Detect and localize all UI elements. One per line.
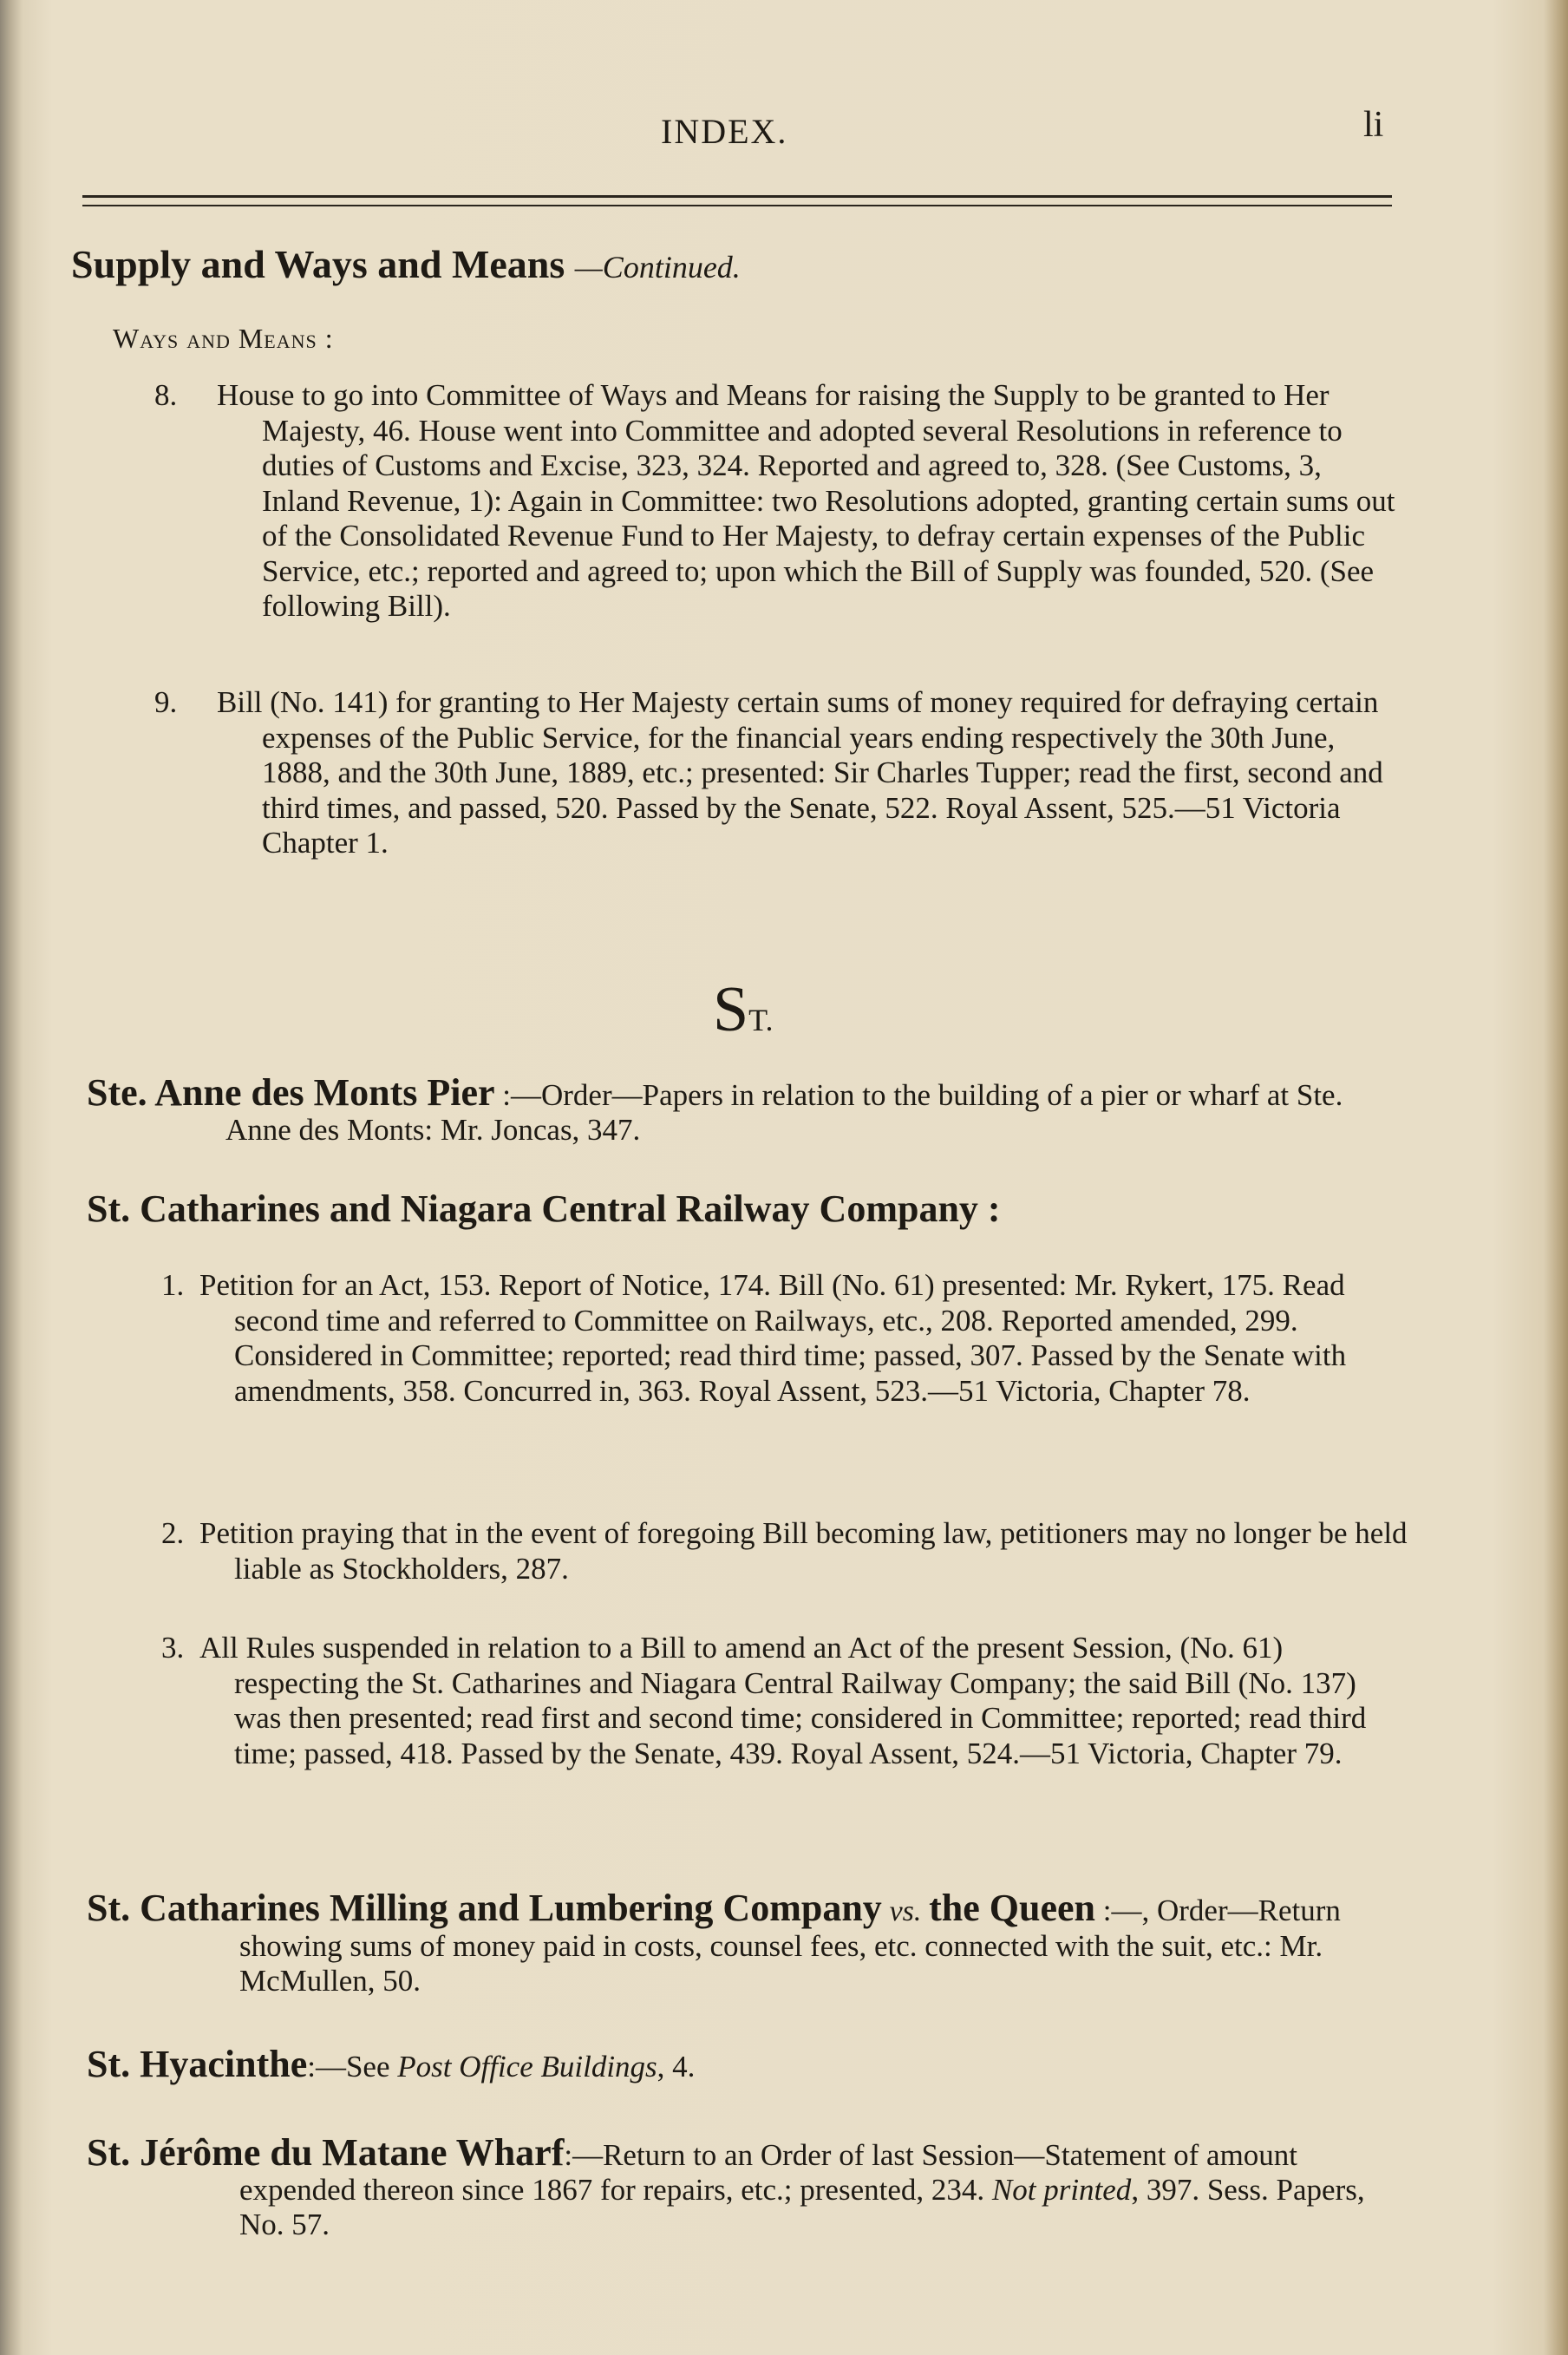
entry-title: St. Catharines Milling and Lumbering Company bbox=[87, 1887, 882, 1929]
heading-continued: —Continued. bbox=[574, 250, 741, 285]
entry-title: Ste. Anne des Monts Pier bbox=[87, 1071, 495, 1114]
entry-st-catharines-milling bbox=[87, 1887, 1405, 1998]
railway-item-2 bbox=[161, 1516, 1410, 1586]
section-letter-small: T. bbox=[748, 1003, 774, 1037]
entry-text-pre: :—See bbox=[307, 2050, 398, 2084]
railway-item-1 bbox=[161, 1268, 1410, 1409]
entry-text-italic: Post Office Buildings bbox=[397, 2050, 657, 2084]
header-rule-thick bbox=[82, 195, 1392, 198]
ways-entry-9 bbox=[154, 685, 1403, 861]
section-heading bbox=[71, 241, 741, 287]
entry-text-pre: :—Return to an Order of last Session—Statement of amount expended thereon since 1867 for repairs, etc.; presented, 234. bbox=[239, 2138, 1298, 2207]
page-number: li bbox=[1363, 105, 1384, 145]
entry-st-jerome bbox=[87, 2131, 1405, 2242]
entry-text: Bill (No. 141) for granting to Her Majesty certain sums of money required for defraying certain expenses of the Public Service, for the financial years ending respectively the 30th June, 1888, and the 30th June, 1889, etc.; presented: Sir Charles Tupper; read the first, second and third times, and passed, 520. Passed by the Senate, 522. Royal Assent, 525.—51 Victoria Chapter 1. bbox=[217, 685, 1383, 860]
entry-text: :—Order—Papers in relation to the building of a pier or wharf at Ste. Anne des Monts: Mr. Joncas, 347. bbox=[225, 1078, 1343, 1147]
ways-entry-8 bbox=[154, 378, 1403, 625]
item-text: All Rules suspended in relation to a Bill to amend an Act of the present Session, (No. 61) respecting the St. Catharines and Niagara Central Railway Company; the said Bill (No. 137) was then presented; read first and second time; considered in Committee; reported; read third time; passed, 418. Passed by the Senate, 439. Royal Assent, 524.—51 Victoria, Chapter 79. bbox=[199, 1631, 1367, 1770]
entry-title: St. Hyacinthe bbox=[87, 2043, 308, 2085]
subheading-ways-and-means: Ways and Means : bbox=[113, 323, 334, 354]
entry-ste-anne bbox=[87, 1071, 1405, 1148]
entry-text-post: , 4. bbox=[657, 2050, 696, 2084]
entry-text-italic: Not printed bbox=[991, 2173, 1132, 2207]
entry-number: 8. bbox=[154, 378, 178, 412]
entry-text-post: , 397. Sess. Papers, No. 57. bbox=[239, 2173, 1365, 2241]
header-rule-thin bbox=[82, 205, 1392, 206]
item-number: 2. bbox=[161, 1516, 185, 1550]
item-text: Petition praying that in the event of foregoing Bill becoming law, petitioners may no longer be held liable as Stockholders, 287. bbox=[199, 1516, 1408, 1586]
heading-main: Supply and Ways and Means bbox=[71, 242, 565, 286]
section-letter-st bbox=[713, 973, 773, 1047]
running-title: INDEX. bbox=[661, 112, 788, 151]
entry-number: 9. bbox=[154, 685, 178, 719]
page-header bbox=[0, 95, 1568, 151]
entry-title: St. Jérôme du Matane Wharf bbox=[87, 2131, 565, 2174]
entry-text: :—, Order—Return showing sums of money paid in costs, counsel fees, etc. connected with the suit, etc.: Mr. McMullen, 50. bbox=[239, 1894, 1341, 1998]
item-number: 1. bbox=[161, 1268, 185, 1302]
entry-vs: vs. bbox=[889, 1895, 922, 1927]
item-number: 3. bbox=[161, 1631, 185, 1665]
entry-title-st-catharines-railway: St. Catharines and Niagara Central Railway Company : bbox=[87, 1187, 1001, 1230]
entry-st-hyacinthe bbox=[87, 2043, 1405, 2085]
entry-text: House to go into Committee of Ways and Means for raising the Supply to be granted to Her Majesty, 46. House went into Committee and adopted several Resolutions in reference to duties of Customs and Excise, 323, 324. Reported and agreed to, 328. (See Customs, 3, Inland Revenue, 1): Again in Committee: two Resolutions adopted, granting certain sums out of the Consolidated Revenue Fund to Her Majesty, to defray certain expenses of the Public Service, etc.; reported and agreed to; upon which the Bill of Supply was founded, 520. (See following Bill). bbox=[217, 378, 1395, 623]
railway-item-3 bbox=[161, 1631, 1410, 1771]
item-text: Petition for an Act, 153. Report of Notice, 174. Bill (No. 61) presented: Mr. Rykert, 175. Read second time and referred to Committee on Railways, etc., 208. Reported amended, 299. Considered in Committee; reported; read third time; passed, 307. Passed by the Senate with amendments, 358. Concurred in, 363. Royal Assent, 523.—51 Victoria, Chapter 78. bbox=[199, 1268, 1347, 1408]
entry-title-2: the Queen bbox=[929, 1887, 1096, 1929]
section-letter-big: S bbox=[713, 974, 749, 1045]
